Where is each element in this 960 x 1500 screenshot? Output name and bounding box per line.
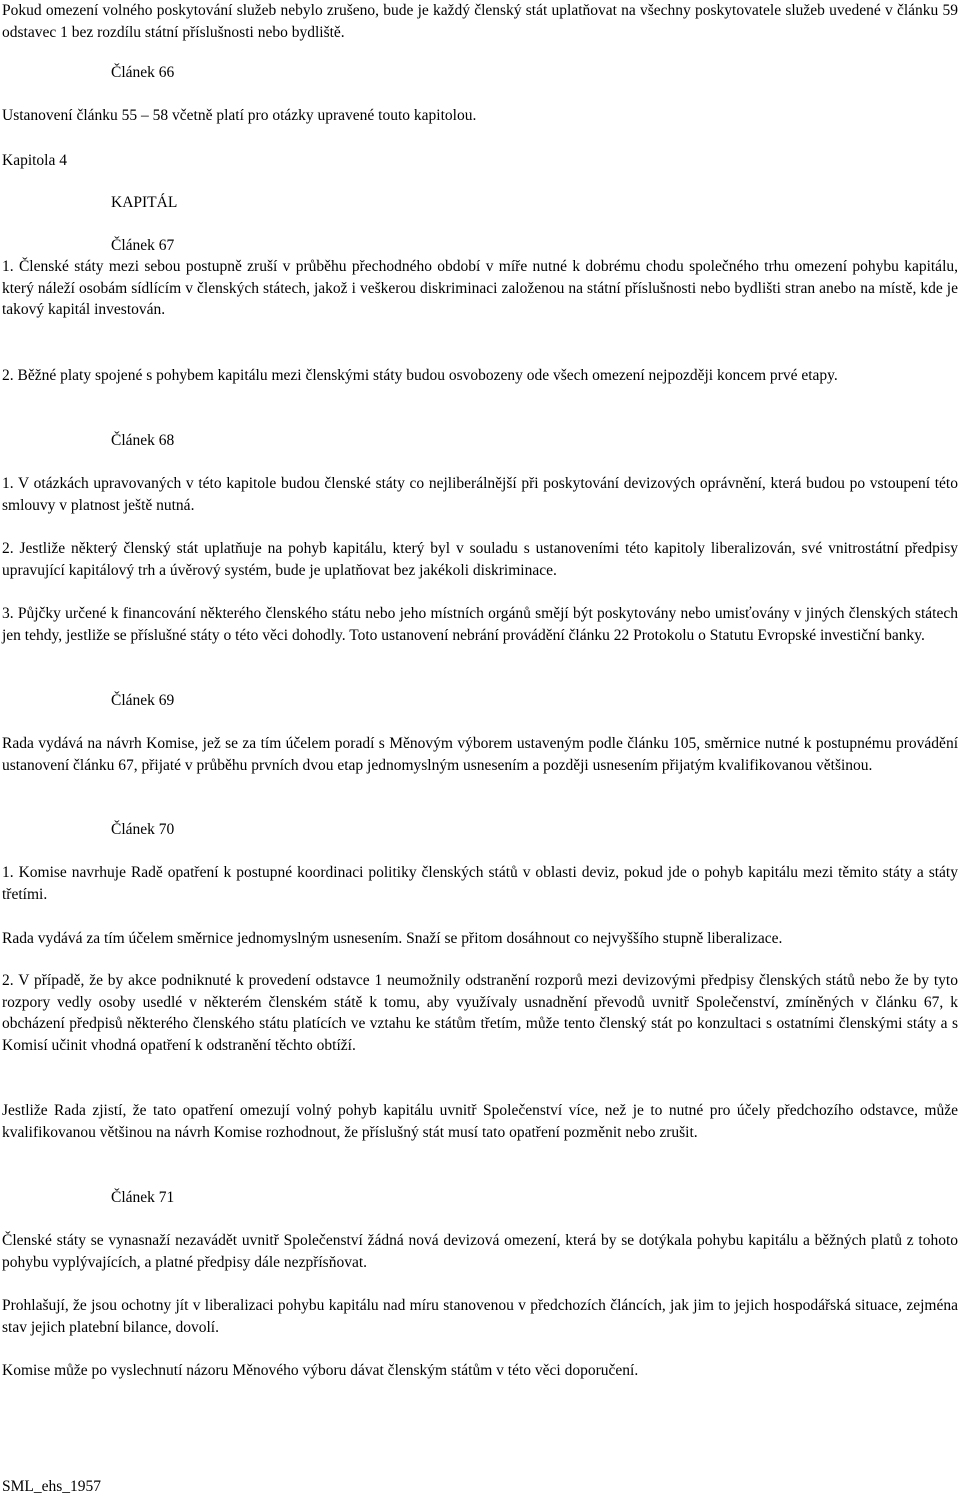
article-68-paragraph-1: 1. V otázkách upravovaných v této kapitole budou členské státy co nejliberálnější při poskytování devizových oprávnění, která budou po vstoupení této smlouvy v platnost ještě nutná. xyxy=(2,475,958,514)
article-68-paragraph-2: 2. Jestliže některý členský stát uplatňuje na pohyb kapitálu, který byl v souladu s ustanoveními této kapitoly liberalizován, své vnitrostátní předpisy upravující kapitálový trh a úvěrový systém, bude je uplatňovat bez jakékoli diskriminace. xyxy=(2,540,958,579)
article-70-paragraph-1: 1. Komise navrhuje Radě opatření k postupné koordinaci politiky členských států v oblasti deviz, pokud jde o pohyb kapitálu mezi těmito státy a státy třetími. xyxy=(2,864,958,903)
article-70-heading: Článek 70 xyxy=(111,821,175,838)
article-70-paragraph-2: Rada vydává za tím účelem směrnice jednomyslným usnesením. Snaží se přitom dosáhnout co nejvyššího stupně liberalizace. xyxy=(2,930,783,947)
article-67-heading: Článek 67 xyxy=(111,237,175,254)
chapter-label: Kapitola 4 xyxy=(2,152,67,169)
article-71-paragraph-3: Komise může po vyslechnutí názoru Měnového výboru dávat členským státům v této věci doporučení. xyxy=(2,1362,639,1379)
article-67-paragraph-2: 2. Běžné platy spojené s pohybem kapitálu mezi členskými státy budou osvobozeny ode všech omezení nejpozději koncem prvé etapy. xyxy=(2,367,838,384)
article-71-paragraph-1: Členské státy se vynasnaží nezavádět uvnitř Společenství žádná nová devizová omezení, která by se dotýkala pohybu kapitálu a běžných platů z tohoto pohybu vyplývajících, a platné předpisy dále nezpřísňovat. xyxy=(2,1232,958,1271)
chapter-title: KAPITÁL xyxy=(111,194,178,211)
footer-document-id: SML_ehs_1957 xyxy=(2,1478,102,1495)
article-68-paragraph-3: 3. Půjčky určené k financování některého členského státu nebo jeho místních orgánů smějí být poskytovány nebo umisťovány v jiných členských státech jen tehdy, jestliže se příslušné státy o této věci dohodly. Toto ustanovení nebrání provádění článku 22 Protokolu o Statutu Evropské investiční banky. xyxy=(2,605,958,644)
article-67-paragraph-1: 1. Členské státy mezi sebou postupně zruší v průběhu přechodného období v míře nutné k dobrému chodu společného trhu omezení pohybu kapitálu, který náleží osobám sídlícím v členských státech, jakož i veškerou diskriminaci založenou na státní příslušnosti nebo bydlišti stran anebo na místě, kde je takový kapitál investován. xyxy=(2,258,958,318)
intro-paragraph: Pokud omezení volného poskytování služeb nebylo zrušeno, bude je každý členský stát uplatňovat na všechny poskytovatele služeb uvedené v článku 59 odstavec 1 bez rozdílu státní příslušnosti nebo bydliště. xyxy=(2,2,958,41)
article-71-heading: Článek 71 xyxy=(111,1189,175,1206)
article-70-paragraph-4: Jestliže Rada zjistí, že tato opatření omezují volný pohyb kapitálu uvnitř Společenství více, než je to nutné pro účely předchozího odstavce, může kvalifikovanou většinou na návrh Komise rozhodnout, že příslušný stát musí tato opatření pozměnit nebo zrušit. xyxy=(2,1102,958,1141)
article-66-text: Ustanovení článku 55 – 58 včetně platí pro otázky upravené touto kapitolou. xyxy=(2,107,477,124)
article-68-heading: Článek 68 xyxy=(111,432,175,449)
article-69-heading: Článek 69 xyxy=(111,692,175,709)
article-69-paragraph-1: Rada vydává na návrh Komise, jež se za tím účelem poradí s Měnovým výborem ustaveným podle článku 105, směrnice nutné k postupnému provádění ustanovení článku 67, přijaté v průběhu prvních dvou etap jednomyslným usnesením a později usnesením přijatým kvalifikovanou většinou. xyxy=(2,735,958,774)
article-70-paragraph-3: 2. V případě, že by akce podniknuté k provedení odstavce 1 neumožnily odstranění rozporů mezi devizovými předpisy členských států nebo že by tyto rozpory vedly osoby usedlé v některém členském státě k tomu, aby využívaly usnadnění převodů uvnitř Společenství, zmíněných v článku 67, k obcházení předpisů některého členského státu platících ve vztahu ke státům třetím, může tento členský stát po konzultaci s ostatními členskými státy a s Komisí učinit vhodná opatření k odstranění těchto obtíží. xyxy=(2,972,958,1054)
article-66-heading: Článek 66 xyxy=(111,64,175,81)
article-71-paragraph-2: Prohlašují, že jsou ochotny jít v liberalizaci pohybu kapitálu nad míru stanovenou v předchozích článcích, jak jim to jejich hospodářská situace, zejména stav jejich platební bilance, dovolí. xyxy=(2,1297,958,1336)
